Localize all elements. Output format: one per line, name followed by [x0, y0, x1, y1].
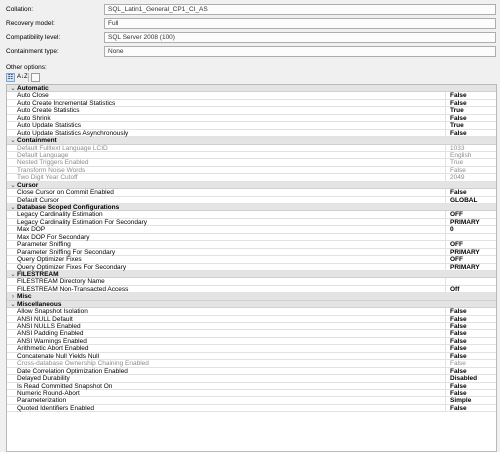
property-name: Default Fulltext Language LCID: [17, 144, 108, 152]
recovery-model-label: Recovery model:: [6, 20, 55, 27]
property-row[interactable]: [7, 375, 496, 382]
property-name: Query Optimizer Fixes For Secondary: [17, 263, 127, 271]
chevron-right-icon[interactable]: ›: [11, 293, 15, 301]
property-name: Parameter Sniffing: [17, 241, 71, 249]
property-value[interactable]: False: [450, 337, 467, 345]
property-name: Is Read Committed Snapshot On: [17, 382, 113, 390]
property-name: Two Digit Year Cutoff: [17, 174, 78, 182]
column-divider: [445, 130, 446, 136]
property-row[interactable]: [7, 189, 496, 196]
property-value[interactable]: Disabled: [450, 375, 478, 383]
column-divider: [445, 107, 446, 113]
property-name: Arithmetic Abort Enabled: [17, 345, 89, 353]
property-row[interactable]: [7, 219, 496, 226]
column-divider: [445, 122, 446, 128]
column-divider: [445, 249, 446, 255]
category-label: Database Scoped Configurations: [17, 204, 120, 211]
category-label: Automatic: [17, 85, 49, 92]
property-name: Auto Update Statistics Asynchronously: [17, 129, 129, 137]
column-divider: [445, 145, 446, 151]
column-divider: [445, 323, 446, 329]
property-row[interactable]: [7, 122, 496, 129]
property-name: Transform Noise Words: [17, 166, 86, 174]
column-divider: [445, 397, 446, 403]
column-divider: [445, 256, 446, 262]
property-row[interactable]: [7, 345, 496, 352]
property-name: Query Optimizer Fixes: [17, 256, 82, 264]
property-name: Auto Shrink: [17, 114, 51, 122]
toolbar-separator: [28, 73, 29, 82]
property-row[interactable]: [7, 390, 496, 397]
property-name: ANSI Padding Enabled: [17, 330, 84, 338]
property-value[interactable]: False: [450, 166, 466, 174]
property-value[interactable]: False: [450, 308, 467, 316]
column-divider: [445, 174, 446, 180]
property-name: Default Cursor: [17, 196, 59, 204]
property-value[interactable]: False: [450, 129, 467, 137]
property-value[interactable]: PRIMARY: [450, 218, 480, 226]
property-row[interactable]: [7, 405, 496, 412]
property-name: Auto Close: [17, 92, 49, 100]
column-divider: [445, 316, 446, 322]
property-value[interactable]: PRIMARY: [450, 263, 480, 271]
category-miscellaneous[interactable]: [7, 301, 496, 308]
property-row[interactable]: [7, 241, 496, 248]
column-divider: [445, 241, 446, 247]
category-label: Miscellaneous: [17, 300, 62, 308]
property-name: FILESTREAM Directory Name: [17, 278, 105, 286]
property-row[interactable]: [7, 330, 496, 337]
property-grid[interactable]: [6, 84, 497, 452]
chevron-down-icon[interactable]: ⌄: [10, 270, 16, 278]
property-row[interactable]: [7, 368, 496, 375]
column-divider: [445, 375, 446, 381]
property-value[interactable]: False: [450, 323, 467, 330]
column-divider: [445, 278, 446, 284]
property-name: Max DOP: [17, 226, 46, 234]
property-row[interactable]: [7, 226, 496, 233]
property-row[interactable]: [7, 323, 496, 330]
column-divider: [445, 234, 446, 240]
column-divider: [445, 405, 446, 411]
property-row[interactable]: [7, 338, 496, 345]
property-name: Legacy Cardinality Estimation For Secondary: [17, 218, 148, 226]
column-divider: [445, 189, 446, 195]
chevron-down-icon[interactable]: ⌄: [10, 137, 16, 145]
column-divider: [445, 360, 446, 366]
property-value[interactable]: Simple: [450, 397, 472, 405]
property-value[interactable]: False: [450, 92, 467, 100]
categorized-icon[interactable]: ☷: [7, 75, 14, 81]
property-value[interactable]: True: [450, 122, 464, 130]
property-value[interactable]: False: [450, 345, 467, 353]
property-row[interactable]: [7, 249, 496, 256]
column-divider: [445, 338, 446, 344]
category-misc[interactable]: [7, 293, 496, 300]
property-name: Quoted Identifiers Enabled: [17, 404, 94, 412]
category-cursor[interactable]: [7, 182, 496, 189]
column-divider: [445, 100, 446, 106]
property-value[interactable]: 0: [450, 226, 454, 234]
property-name: Auto Create Incremental Statistics: [17, 99, 116, 107]
property-row[interactable]: [7, 264, 496, 271]
property-row[interactable]: [7, 286, 496, 293]
property-row[interactable]: [7, 397, 496, 404]
property-name: ANSI NULLS Enabled: [17, 323, 81, 330]
property-name: Auto Update Statistics: [17, 122, 81, 130]
property-row[interactable]: [7, 115, 496, 122]
property-value[interactable]: 1033: [450, 144, 465, 152]
recovery-model-field[interactable]: Full: [104, 18, 496, 29]
category-containment[interactable]: [7, 137, 496, 144]
containment-type-label: Containment type:: [6, 48, 59, 55]
column-divider: [445, 345, 446, 351]
property-pages-icon[interactable]: [31, 73, 40, 82]
property-row[interactable]: [7, 100, 496, 107]
column-divider: [445, 264, 446, 270]
chevron-down-icon[interactable]: ⌄: [10, 85, 16, 92]
property-row[interactable]: [7, 197, 496, 204]
property-value[interactable]: OFF: [450, 211, 463, 219]
property-value[interactable]: English: [450, 151, 472, 159]
property-value[interactable]: False: [450, 352, 467, 360]
property-name: ANSI NULL Default: [17, 315, 73, 323]
recovery-model-row: [6, 18, 496, 30]
property-name: Max DOP For Secondary: [17, 233, 90, 241]
column-divider: [445, 390, 446, 396]
property-row[interactable]: [7, 308, 496, 315]
property-value[interactable]: False: [450, 189, 467, 197]
property-value[interactable]: OFF: [450, 241, 463, 249]
property-name: Cross-database Ownership Chaining Enabled: [17, 360, 149, 368]
property-value[interactable]: Off: [450, 285, 460, 293]
property-row[interactable]: [7, 211, 496, 218]
category-automatic[interactable]: [7, 85, 496, 92]
column-divider: [445, 383, 446, 389]
containment-type-field[interactable]: None: [104, 46, 496, 57]
column-divider: [445, 197, 446, 203]
column-divider: [445, 219, 446, 225]
column-divider: [445, 115, 446, 121]
chevron-down-icon[interactable]: ⌄: [10, 300, 16, 308]
property-name: FILESTREAM Non-Transacted Access: [17, 285, 129, 293]
column-divider: [445, 167, 446, 173]
column-divider: [445, 211, 446, 217]
property-name: Legacy Cardinality Estimation: [17, 211, 103, 219]
property-name: ANSI Warnings Enabled: [17, 337, 87, 345]
collation-field[interactable]: SQL_Latin1_General_CP1_CI_AS: [104, 4, 496, 15]
chevron-down-icon[interactable]: ⌄: [10, 204, 16, 211]
column-divider: [445, 152, 446, 158]
property-row[interactable]: [7, 383, 496, 390]
property-name: Numeric Round-Abort: [17, 389, 80, 397]
property-grid-toolbar: [6, 73, 66, 83]
property-value[interactable]: OFF: [450, 256, 463, 264]
property-value[interactable]: False: [450, 99, 467, 107]
category-label: Cursor: [17, 181, 39, 189]
containment-type-row: [6, 46, 496, 58]
compatibility-level-label: Compatibility level:: [6, 34, 61, 41]
property-row[interactable]: [7, 130, 496, 137]
property-name: Parameter Sniffing For Secondary: [17, 248, 116, 256]
property-name: Auto Create Statistics: [17, 107, 80, 115]
property-name: Nested Triggers Enabled: [17, 159, 89, 167]
category-label: Misc: [17, 293, 32, 301]
alphabetical-icon[interactable]: A↓Z: [17, 74, 28, 80]
column-divider: [445, 159, 446, 165]
column-divider: [445, 226, 446, 232]
property-name: Parameterization: [17, 397, 67, 405]
property-row[interactable]: [7, 159, 496, 166]
chevron-down-icon[interactable]: ⌄: [10, 181, 16, 189]
property-value[interactable]: False: [450, 114, 467, 122]
property-name: Allow Snapshot Isolation: [17, 308, 88, 316]
property-value[interactable]: PRIMARY: [450, 248, 480, 256]
property-value[interactable]: GLOBAL: [450, 196, 478, 204]
property-value[interactable]: False: [450, 389, 467, 397]
property-row[interactable]: [7, 167, 496, 174]
column-divider: [445, 286, 446, 292]
property-row[interactable]: [7, 316, 496, 323]
column-divider: [445, 353, 446, 359]
other-options-label: Other options:: [6, 64, 47, 71]
property-value[interactable]: False: [450, 382, 467, 390]
property-value[interactable]: False: [450, 360, 466, 368]
property-value[interactable]: False: [450, 315, 467, 323]
property-name: Concatenate Null Yields Null: [17, 352, 100, 360]
property-value[interactable]: False: [450, 367, 467, 375]
property-row[interactable]: [7, 278, 496, 285]
property-value[interactable]: 2049: [450, 174, 465, 182]
property-name: Date Correlation Optimization Enabled: [17, 367, 128, 375]
property-row[interactable]: [7, 145, 496, 152]
category-label: FILESTREAM: [17, 270, 59, 278]
property-name: Delayed Durability: [17, 375, 70, 383]
property-value[interactable]: False: [450, 330, 467, 338]
property-name: Close Cursor on Commit Enabled: [17, 189, 114, 197]
property-row[interactable]: [7, 360, 496, 367]
property-value[interactable]: True: [450, 107, 464, 115]
collation-label: Collation:: [6, 6, 34, 13]
category-database-scoped-configurations[interactable]: [7, 204, 496, 211]
property-row[interactable]: [7, 92, 496, 99]
collation-row: [6, 4, 496, 16]
property-row[interactable]: [7, 256, 496, 263]
column-divider: [445, 92, 446, 98]
category-filestream[interactable]: [7, 271, 496, 278]
property-row[interactable]: [7, 107, 496, 114]
property-row[interactable]: [7, 234, 496, 241]
column-divider: [445, 308, 446, 314]
column-divider: [445, 368, 446, 374]
column-divider: [445, 330, 446, 336]
compatibility-level-field[interactable]: SQL Server 2008 (100): [104, 32, 496, 43]
property-value[interactable]: False: [450, 404, 467, 412]
category-label: Containment: [17, 137, 57, 145]
property-name: Default Language: [17, 151, 69, 159]
property-row[interactable]: [7, 353, 496, 360]
compatibility-level-row: [6, 32, 496, 44]
property-row[interactable]: [7, 152, 496, 159]
property-value[interactable]: True: [450, 159, 464, 167]
property-row[interactable]: [7, 174, 496, 181]
